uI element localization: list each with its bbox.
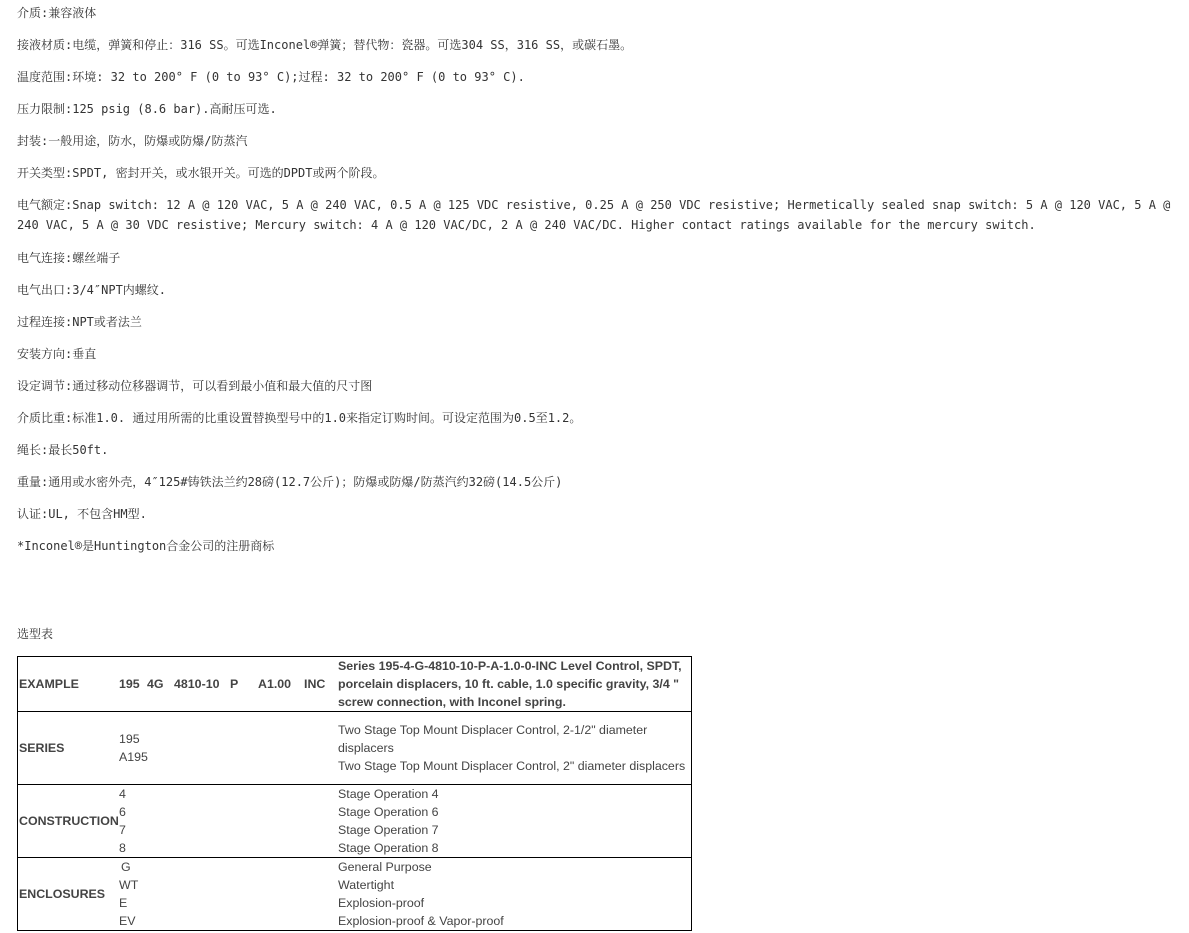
construction-code: 7 — [119, 823, 126, 837]
construction-code: 6 — [119, 805, 126, 819]
spec-label: 介质: — [17, 6, 49, 20]
spec-value: 125 psig (8.6 bar).高耐压可选. — [72, 102, 277, 116]
spec-value: UL, 不包含HM型. — [48, 507, 147, 521]
spec-value: *Inconel®是Huntington合金公司的注册商标 — [17, 539, 275, 553]
construction-code: 8 — [119, 841, 126, 855]
spec-label: 设定调节: — [17, 379, 73, 393]
example-code: P — [230, 677, 239, 691]
spec-line-wiring — [17, 248, 1177, 280]
enclosure-code: E — [119, 896, 128, 910]
spec-label: 电气额定: — [17, 198, 73, 212]
spec-label: 电气出口: — [17, 283, 73, 297]
spec-value: 3/4″NPT内螺纹. — [72, 283, 167, 297]
enclosure-description: Explosion-proof — [338, 896, 425, 910]
series-code: A195 — [119, 750, 148, 764]
enclosure-code: EV — [119, 914, 136, 928]
spec-value: Snap switch: 12 A @ 120 VAC, 5 A @ 240 VAC, 0.5 A @ 125 VDC resistive, 0.25 A @ 250 VDC resistive; Hermetically sealed snap switch: 5 A @ 120 VAC, 5 A @ 240 VAC, 5 A @ 30 VDC resistive; Mercury switch: 4 A @ 120 VAC/DC, 2 A @ 240 VAC/DC. Higher contact ratings available for the mercury switch. — [17, 198, 1171, 232]
spec-label: 重量: — [17, 475, 49, 489]
construction-description: Stage Operation 7 — [338, 823, 439, 837]
spec-label: 安装方向: — [17, 347, 73, 361]
spec-label: 绳长: — [17, 443, 49, 457]
table-row-example — [18, 657, 692, 712]
table-row-series — [18, 712, 692, 785]
spec-line-electrical-rating — [17, 195, 1177, 248]
spec-line-cable-length — [17, 440, 1177, 472]
spec-line-medium — [17, 3, 1177, 35]
table-row-enclosures — [18, 858, 692, 931]
example-code: 195 — [119, 677, 140, 691]
spec-value: 标准1.0. 通过用所需的比重设置替换型号中的1.0来指定订购时间。可设定范围为0.5至1.2。 — [72, 411, 582, 425]
construction-description: Stage Operation 6 — [338, 805, 439, 819]
spec-line-enclosure — [17, 131, 1177, 163]
spec-line-temperature — [17, 67, 1177, 99]
spec-label: 温度范围: — [17, 70, 73, 84]
spec-value: 通用或水密外壳，4″125#铸铁法兰约28磅(12.7公斤)；防爆或防爆/防蒸汽约32磅(14.5公斤) — [48, 475, 563, 489]
spec-line-pressure — [17, 99, 1177, 131]
enclosure-description: Explosion-proof & Vapor-proof — [338, 914, 504, 928]
spec-label: 封装: — [17, 134, 49, 148]
spec-line-approvals — [17, 504, 1177, 536]
spec-value: 最长50ft. — [48, 443, 109, 457]
spec-line-specific-gravity — [17, 408, 1177, 440]
example-code: A1.00 — [258, 677, 292, 691]
spec-value: 兼容液体 — [48, 6, 97, 20]
spec-value: 电缆，弹簧和停止：316 SS。可选Inconel®弹簧；替代物：瓷器。可选304 SS，316 SS，或碳石墨。 — [72, 38, 633, 52]
example-codes — [119, 657, 338, 712]
spec-value: SPDT, 密封开关，或水银开关。可选的DPDT或两个阶段。 — [72, 166, 385, 180]
table-row-construction — [18, 785, 692, 858]
series-description: Two Stage Top Mount Displacer Control, 2-1/2" diameter displacers — [338, 723, 648, 755]
spec-line-wetted-materials — [17, 35, 1177, 67]
enclosure-code: G — [121, 860, 131, 874]
spec-value: 螺丝端子 — [72, 251, 121, 265]
spec-value: 通过移动位移器调节，可以看到最小值和最大值的尺寸图 — [72, 379, 373, 393]
construction-description: Stage Operation 4 — [338, 787, 439, 801]
series-codes — [119, 712, 338, 785]
example-description: Series 195-4-G-4810-10-P-A-1.0-0-INC Level Control, SPDT, porcelain displacers, 10 ft. cable, 1.0 specific gravity, 3/4 " screw connection, with Inconel spring. — [338, 657, 692, 712]
spec-label: 电气连接: — [17, 251, 73, 265]
row-header: CONSTRUCTION — [18, 785, 120, 858]
spec-line-conduit — [17, 280, 1177, 312]
spec-value: 垂直 — [72, 347, 97, 361]
enclosure-description: Watertight — [338, 878, 395, 892]
example-code: INC — [304, 677, 326, 691]
spec-line-mounting — [17, 344, 1177, 376]
spec-line-weight — [17, 472, 1177, 504]
spec-label: 介质比重: — [17, 411, 73, 425]
selection-table — [17, 656, 692, 931]
construction-description: Stage Operation 8 — [338, 841, 439, 855]
series-descriptions — [338, 712, 692, 785]
spec-label: 开关类型: — [17, 166, 73, 180]
spec-line-process-connection — [17, 312, 1177, 344]
spec-label: 认证: — [17, 507, 49, 521]
enclosure-description: General Purpose — [338, 860, 432, 874]
selection-table-title: 选型表 — [17, 627, 54, 641]
enclosure-codes — [119, 858, 338, 931]
spec-label: 接液材质: — [17, 38, 73, 52]
spec-list — [17, 3, 1177, 568]
spec-line-switch-type — [17, 163, 1177, 195]
spec-line-set-point — [17, 376, 1177, 408]
example-code: 4810-10 — [174, 677, 220, 691]
series-code: 195 — [119, 732, 140, 746]
enclosure-descriptions — [338, 858, 692, 931]
spec-label: 压力限制: — [17, 102, 73, 116]
construction-code: 4 — [119, 787, 126, 801]
spec-value: 环境: 32 to 200° F (0 to 93° C);过程: 32 to 200° F (0 to 93° C). — [72, 70, 525, 84]
enclosure-code: WT — [119, 878, 139, 892]
row-header: ENCLOSURES — [18, 858, 120, 931]
row-header: SERIES — [18, 712, 120, 785]
row-header: EXAMPLE — [18, 657, 120, 712]
construction-codes — [119, 785, 338, 858]
spec-value: NPT或者法兰 — [72, 315, 142, 329]
spec-label: 过程连接: — [17, 315, 73, 329]
example-code: 4G — [147, 677, 164, 691]
series-description: Two Stage Top Mount Displacer Control, 2" diameter displacers — [338, 759, 686, 773]
construction-descriptions — [338, 785, 692, 858]
spec-value: 一般用途，防水，防爆或防爆/防蒸汽 — [48, 134, 248, 148]
spec-line-trademark-note — [17, 536, 1177, 568]
